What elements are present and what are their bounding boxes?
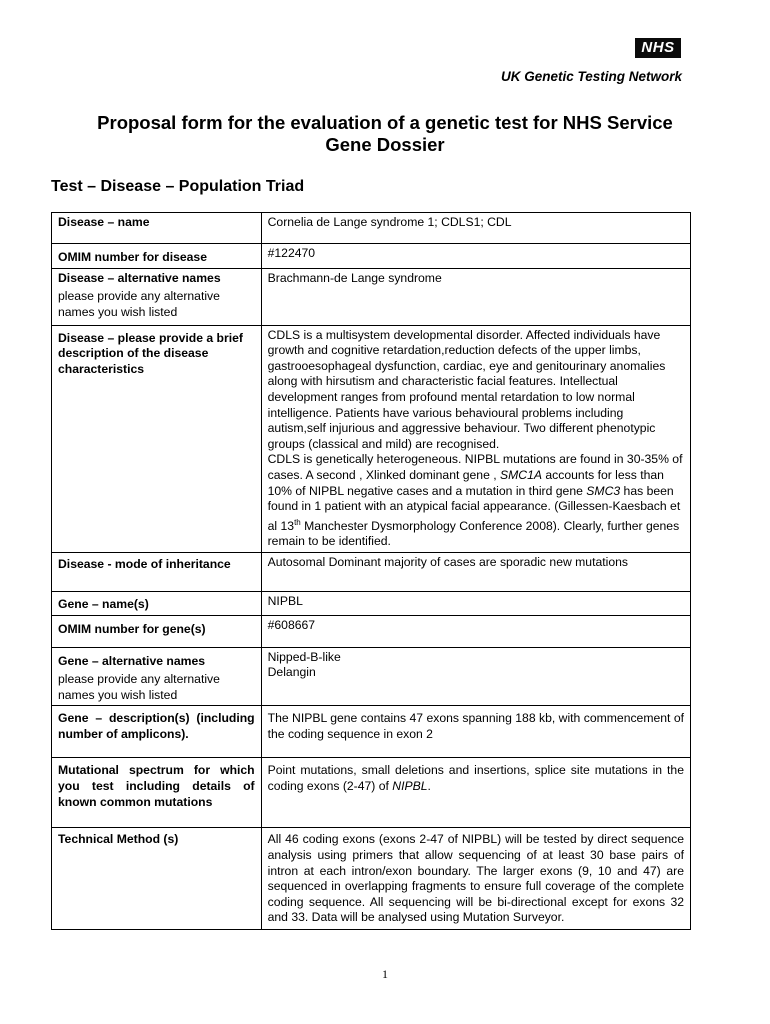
label-gene-alt	[52, 647, 262, 706]
mutational-text-a: Point mutations, small deletions and insertions, splice site mutations in the coding exons (2-47) of	[267, 763, 684, 793]
row-inheritance	[52, 552, 691, 591]
label-mutational: Mutational spectrum for which you test including details of known common mutations	[52, 758, 262, 828]
nhs-logo: NHS	[635, 38, 681, 58]
gene-dossier-table	[51, 212, 691, 930]
value-disease-name: Cornelia de Lange syndrome 1; CDLS1; CDL	[261, 213, 690, 244]
section-heading: Test – Disease – Population Triad	[51, 178, 305, 195]
disease-desc-text-d: Manchester Dysmorphology Conference 2008). Clearly, further genes remain to be identified.	[267, 518, 680, 549]
row-gene-alt	[52, 647, 691, 706]
page-number: 1	[382, 967, 388, 981]
gene-alt-name-1: Nipped-B-like	[267, 649, 341, 664]
value-inheritance: Autosomal Dominant majority of cases are sporadic new mutations	[261, 552, 690, 591]
label-omim-disease: OMIM number for disease	[52, 244, 262, 269]
label-disease-name: Disease – name	[52, 213, 262, 244]
value-disease-desc	[261, 325, 690, 552]
label-disease-alt	[52, 268, 262, 325]
row-mutational	[52, 758, 691, 828]
row-omim-gene	[52, 615, 691, 647]
title-line-1: Proposal form for the evaluation of a genetic test for NHS Service	[97, 112, 673, 133]
superscript-th: th	[294, 517, 301, 527]
row-technical	[52, 828, 691, 930]
value-technical: All 46 coding exons (exons 2-47 of NIPBL) will be tested by direct sequence analysis using primers that allow sequencing of at least 30 base pairs of intron at each intron/exon boundary. The larger exons (9, 10 and 47) are sequenced in overlapping fragments to ensure full coverage of the complete coding sequence. All sequencing will be bi-directional except for exons 32 and 33. Data will be analysed using Mutation Surveyor.	[261, 828, 690, 930]
value-mutational	[261, 758, 690, 828]
gene-alt-name-2: Delangin	[267, 665, 316, 680]
value-disease-alt: Brachmann-de Lange syndrome	[261, 268, 690, 325]
title-line-2: Gene Dossier	[325, 134, 445, 155]
label-disease-desc: Disease – please provide a brief description of the disease characteristics	[52, 325, 262, 552]
disease-desc-para-1: CDLS is a multisystem developmental disorder. Affected individuals have growth and cognitive retardation,reduction defects of the upper limbs, gastrooesophageal dysfunction, cardiac, eye and genitourinary anomalies along with hirsutism and characteristic facial features. Intellectual development ranges from profound mental retardation to low normal intelligence. Patients have various behavioural problems including autism,self injurious and aggressive behaviour. Two different phenotypic groups (classical and mild) are recognised.	[267, 327, 666, 451]
disease-desc-text-c: has been found in 1 patient with an atypical facial appearance. (Gillessen-Kaesbach et al 13	[267, 483, 681, 533]
network-name: UK Genetic Testing Network	[500, 69, 682, 84]
row-disease-name	[52, 213, 691, 244]
gene-smc1a: SMC1A	[500, 467, 543, 482]
value-gene-name: NIPBL	[261, 591, 690, 615]
disease-desc-text-a: CDLS is genetically heterogeneous. NIPBL mutations are found in 30-35% of cases. A second , Xlinked dominant gene ,	[267, 452, 683, 482]
row-disease-desc	[52, 325, 691, 552]
gene-nipbl: NIPBL	[392, 778, 428, 793]
value-gene-alt	[261, 647, 690, 706]
value-omim-disease: #122470	[261, 244, 690, 269]
label-inheritance: Disease - mode of inheritance	[52, 552, 262, 591]
label-technical: Technical Method (s)	[52, 828, 262, 930]
label-disease-alt-sub: please provide any alternative names you wish listed	[58, 289, 220, 319]
label-gene-alt-title: Gene – alternative names	[58, 653, 205, 668]
page-title	[40, 112, 730, 156]
label-gene-name: Gene – name(s)	[52, 591, 262, 615]
value-omim-gene: #608667	[261, 615, 690, 647]
row-gene-name	[52, 591, 691, 615]
label-gene-alt-sub: please provide any alternative names you wish listed	[58, 672, 220, 702]
label-omim-gene: OMIM number for gene(s)	[52, 615, 262, 647]
value-gene-desc: The NIPBL gene contains 47 exons spanning 188 kb, with commencement of the coding sequence in exon 2	[261, 706, 690, 758]
mutational-text-b: .	[427, 778, 431, 793]
label-gene-desc: Gene – description(s) (including number of amplicons).	[52, 706, 262, 758]
row-gene-desc	[52, 706, 691, 758]
row-omim-disease	[52, 244, 691, 269]
disease-desc-para-2	[268, 452, 684, 550]
label-disease-alt-title: Disease – alternative names	[58, 270, 221, 285]
row-disease-alt	[52, 268, 691, 325]
disease-desc-text-b: accounts for less than 10% of NIPBL negative cases and a mutation in third gene	[267, 467, 664, 498]
gene-smc3: SMC3	[586, 483, 621, 498]
